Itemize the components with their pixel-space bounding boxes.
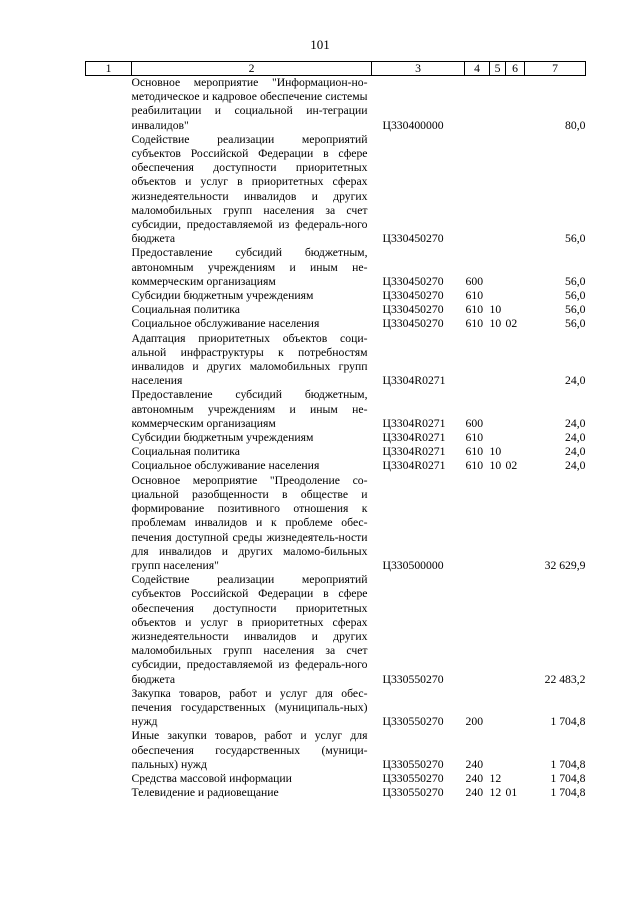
row-subsection [506, 431, 525, 445]
row-code: Ц330550270 [382, 771, 444, 785]
row-name: Социальная политика [131, 445, 240, 459]
row-section [490, 332, 506, 389]
row-amount: 24,0 [565, 431, 586, 445]
row-subsection [506, 289, 525, 303]
spacer-cell [86, 474, 132, 573]
row-subsection [506, 687, 525, 730]
table-row [86, 303, 586, 317]
row-name: Основное мероприятие "Информацион-но-методическое и кадровое обеспечение системы реабилитации и социальной ин-теграции инвалидов" [131, 76, 368, 132]
row-code: Ц3304R0271 [382, 431, 446, 445]
row-code: Ц330450270 [382, 232, 444, 246]
row-code: Ц330400000 [382, 118, 444, 132]
column-header: 7 [525, 62, 586, 76]
row-name: Телевидение и радиовещание [131, 786, 279, 800]
row-expense-type: 610 [465, 459, 484, 473]
row-amount: 56,0 [565, 317, 586, 331]
table-row [86, 786, 586, 800]
row-section: 10 [489, 459, 502, 473]
spacer-cell [86, 431, 132, 445]
row-subsection: 01 [505, 786, 518, 800]
row-subsection [506, 445, 525, 459]
row-amount: 24,0 [565, 416, 586, 430]
column-header: 1 [86, 62, 132, 76]
row-subsection [506, 246, 525, 289]
row-section [490, 474, 506, 573]
row-expense-type: 610 [465, 445, 484, 459]
row-section [490, 246, 506, 289]
row-amount: 56,0 [565, 232, 586, 246]
row-name: Субсидии бюджетным учреждениям [131, 289, 314, 303]
table-row [86, 474, 586, 573]
row-expense-type: 240 [465, 757, 484, 771]
row-name: Предоставление субсидий бюджетным, автономным учреждениям и иным не-коммерческим организациям [131, 388, 368, 430]
row-expense-type [465, 474, 490, 573]
row-section [490, 133, 506, 247]
row-section [490, 289, 506, 303]
column-header: 5 [490, 62, 506, 76]
table-row [86, 76, 586, 133]
row-code: Ц330450270 [382, 303, 444, 317]
row-name: Средства массовой информации [131, 771, 292, 785]
row-expense-type: 610 [465, 289, 484, 303]
table-row [86, 317, 586, 331]
spacer-cell [86, 687, 132, 730]
page-number: 101 [310, 37, 330, 52]
table-row [86, 772, 586, 786]
row-section: 10 [489, 445, 502, 459]
row-name: Закупка товаров, работ и услуг для обес-печения государственных (муниципаль-ных) нужд [131, 686, 368, 729]
row-expense-type [465, 76, 490, 133]
row-subsection: 02 [505, 459, 518, 473]
table-row [86, 729, 586, 772]
row-section [490, 431, 506, 445]
row-name: Предоставление субсидий бюджетным, автономным учреждениям и иным не-коммерческим организациям [131, 246, 368, 288]
row-name: Социальное обслуживание населения [131, 459, 320, 473]
spacer-cell [86, 729, 132, 772]
row-section: 10 [489, 317, 502, 331]
spacer-cell [86, 317, 132, 331]
spacer-cell [86, 303, 132, 317]
row-name: Социальное обслуживание населения [131, 317, 320, 331]
row-name: Содействие реализации мероприятий субъектов Российской Федерации в сфере обеспечения доступности приоритетных объектов и услуг в приоритетных сферах жизнедеятельности инвалидов и других маломобильных групп населения за счет субсидии, предоставляемой из федераль-ного бюджета [131, 132, 368, 246]
row-amount: 1 704,8 [550, 771, 586, 785]
table-body [86, 76, 586, 801]
table-row [86, 687, 586, 730]
row-name: Адаптация приоритетных объектов соци-альной инфраструктуры к потребностям инвалидов и других маломобильных групп населения [131, 331, 368, 388]
row-amount: 24,0 [565, 445, 586, 459]
row-code: Ц330450270 [382, 317, 444, 331]
row-amount: 24,0 [565, 459, 586, 473]
spacer-cell [86, 445, 132, 459]
spacer-cell [86, 573, 132, 687]
row-name: Содействие реализации мероприятий субъектов Российской Федерации в сфере обеспечения доступности приоритетных объектов и услуг в приоритетных сферах жизнедеятельности инвалидов и других маломобильных групп населения за счет субсидии, предоставляемой из федераль-ного бюджета [131, 573, 368, 686]
row-amount: 1 704,8 [550, 715, 586, 729]
row-subsection [506, 332, 525, 389]
row-expense-type: 200 [465, 715, 484, 729]
row-code: Ц330450270 [382, 274, 444, 288]
row-code: Ц3304R0271 [382, 459, 446, 473]
row-expense-type: 610 [465, 431, 484, 445]
row-code: Ц330500000 [382, 558, 444, 572]
column-header: 2 [132, 62, 372, 76]
row-section [490, 388, 506, 431]
table-row [86, 388, 586, 431]
row-amount: 80,0 [565, 118, 586, 132]
row-subsection [506, 76, 525, 133]
row-amount: 22 483,2 [544, 672, 586, 686]
row-code: Ц330550270 [382, 757, 444, 771]
row-amount: 56,0 [565, 274, 586, 288]
row-section: 12 [489, 771, 502, 785]
row-section [490, 687, 506, 730]
row-expense-type: 610 [465, 303, 484, 317]
row-expense-type: 600 [465, 274, 484, 288]
row-section: 12 [489, 786, 502, 800]
column-header: 6 [506, 62, 525, 76]
spacer-cell [86, 772, 132, 786]
row-expense-type: 610 [465, 317, 484, 331]
spacer-cell [86, 133, 132, 247]
table-row [86, 459, 586, 473]
row-subsection [506, 573, 525, 687]
spacer-cell [86, 786, 132, 800]
row-subsection [506, 772, 525, 786]
spacer-cell [86, 289, 132, 303]
budget-table [85, 61, 586, 800]
row-name: Субсидии бюджетным учреждениям [131, 431, 314, 445]
row-subsection [506, 474, 525, 573]
row-amount: 56,0 [565, 289, 586, 303]
row-expense-type [465, 332, 490, 389]
row-name: Основное мероприятие "Преодоление со-циальной разобщенности в обществе и формирование позитивного отношения к проблемам инвалидов и к проблеме обес-печения доступной среды жизнедеятель-ности для инвалидов и других маломо-бильных групп населения" [131, 473, 368, 572]
row-section [490, 573, 506, 687]
column-header: 4 [465, 62, 490, 76]
row-code: Ц330550270 [382, 786, 444, 800]
row-code: Ц330450270 [382, 289, 444, 303]
row-section [490, 76, 506, 133]
row-amount: 32 629,9 [544, 558, 586, 572]
row-amount: 1 704,8 [550, 757, 586, 771]
table-row [86, 246, 586, 289]
row-code: Ц330550270 [382, 715, 444, 729]
table-row [86, 133, 586, 247]
row-expense-type [465, 133, 490, 247]
table-row [86, 289, 586, 303]
row-code: Ц3304R0271 [382, 374, 446, 388]
row-name: Социальная политика [131, 303, 240, 317]
row-subsection [506, 133, 525, 247]
row-expense-type: 600 [465, 416, 484, 430]
row-amount: 24,0 [565, 374, 586, 388]
row-code: Ц330550270 [382, 672, 444, 686]
table-row [86, 332, 586, 389]
row-expense-type [465, 573, 490, 687]
spacer-cell [86, 459, 132, 473]
spacer-cell [86, 388, 132, 431]
spacer-cell [86, 246, 132, 289]
spacer-cell [86, 332, 132, 389]
table-row [86, 431, 586, 445]
column-header: 3 [372, 62, 465, 76]
row-subsection: 02 [505, 317, 518, 331]
row-expense-type: 240 [465, 786, 484, 800]
row-section: 10 [489, 303, 502, 317]
row-code: Ц3304R0271 [382, 445, 446, 459]
row-code: Ц3304R0271 [382, 416, 446, 430]
spacer-cell [86, 76, 132, 133]
row-expense-type: 240 [465, 771, 484, 785]
table-row [86, 445, 586, 459]
budget-table-container [85, 61, 585, 800]
row-name: Иные закупки товаров, работ и услуг для обеспечения государственных (муници-пальных) нужд [131, 729, 368, 771]
row-subsection [506, 303, 525, 317]
table-row [86, 573, 586, 687]
row-subsection [506, 729, 525, 772]
table-header-row [86, 62, 586, 76]
row-amount: 1 704,8 [550, 786, 586, 800]
row-amount: 56,0 [565, 303, 586, 317]
row-subsection [506, 388, 525, 431]
row-section [490, 729, 506, 772]
